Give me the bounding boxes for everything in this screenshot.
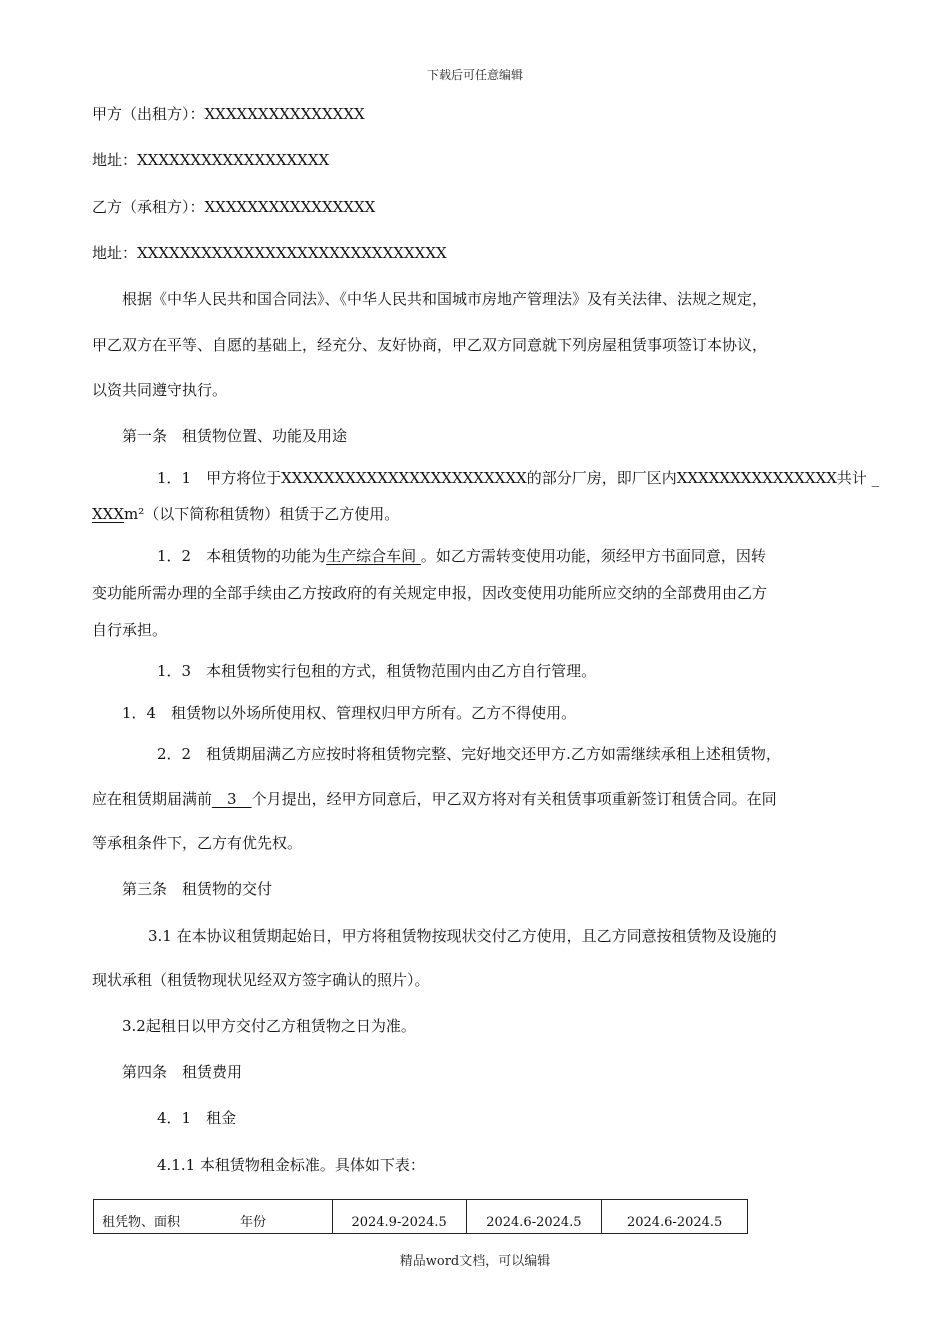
article-3-title: 第三条 租赁物的交付 bbox=[122, 880, 273, 898]
preamble-line-3: 以资共同遵守执行。 bbox=[92, 381, 228, 399]
rent-table-period-2: 2024.6-2024.5 bbox=[466, 1200, 602, 1234]
clause-1-2-prefix: 1．2 本租赁物的功能为 bbox=[157, 547, 327, 565]
clause-2-2-prefix: 应在租赁期届满前 bbox=[92, 790, 213, 808]
clause-1-2-line-2: 变功能所需办理的全部手续由乙方按政府的有关规定申报，因改变使用功能所应交纳的全部费用由乙方 bbox=[92, 584, 768, 602]
rent-table-header-cell bbox=[94, 1200, 333, 1234]
preamble-line-2: 甲乙双方在平等、自愿的基础上，经充分、友好协商，甲乙双方同意就下列房屋租赁事项签订本协议， bbox=[92, 336, 768, 354]
lessee-address-line: 地址：XXXXXXXXXXXXXXXXXXXXXXXXXXXXX bbox=[92, 244, 447, 262]
clause-4-1-1: 4.1.1 本租赁物租金标准。具体如下表： bbox=[157, 1156, 425, 1174]
rent-table-header-row bbox=[94, 1200, 748, 1234]
clause-1-4: 1．4 租赁物以外场所使用权、管理权归甲方所有。乙方不得使用。 bbox=[122, 704, 577, 722]
clause-2-2-line-1: 2．2 租赁期届满乙方应按时将租赁物完整、完好地交还甲方.乙方如需继续承租上述租赁物， bbox=[157, 745, 781, 763]
rent-table-year-label: 年份 bbox=[240, 1215, 267, 1230]
clause-1-1-line-2-text: m²（以下简称租赁物）租赁于乙方使用。 bbox=[124, 505, 400, 523]
clause-2-2-line-2 bbox=[92, 789, 777, 809]
area-value: XXX bbox=[92, 505, 125, 523]
article-4-title: 第四条 租赁费用 bbox=[122, 1063, 243, 1081]
clause-1-2-line-1 bbox=[157, 546, 766, 566]
clause-3-1-line-1: 3.1 在本协议租赁期起始日，甲方将租赁物按现状交付乙方使用，且乙方同意按租赁物及设施的 bbox=[148, 927, 777, 945]
clause-1-2-line-3: 自行承担。 bbox=[92, 621, 168, 639]
lessee-line: 乙方（承租方）：XXXXXXXXXXXXXXXX bbox=[92, 198, 376, 216]
clause-2-2-suffix: 个月提出，经甲方同意后，甲乙双方将对有关租赁事项重新签订租赁合同。在同 bbox=[251, 790, 777, 808]
rent-table-item-label: 租凭物、面积 bbox=[102, 1215, 181, 1230]
clause-4-1: 4．1 租金 bbox=[157, 1109, 237, 1127]
footer-note: 精品word文档，可以编辑 bbox=[399, 1254, 551, 1269]
header-note: 下载后可任意编辑 bbox=[426, 68, 523, 82]
clause-1-1-line-1: 1．1 甲方将位于XXXXXXXXXXXXXXXXXXXXXXX的部分厂房，即厂区内XXXXXXXXXXXXXXX共计 _ bbox=[157, 469, 880, 487]
clause-1-1-line-2 bbox=[92, 504, 399, 524]
lessor-line: 甲方（出租方）：XXXXXXXXXXXXXXX bbox=[92, 105, 365, 123]
clause-3-2: 3.2起租日以甲方交付乙方租赁物之日为准。 bbox=[122, 1017, 416, 1035]
clause-1-2-suffix: 。如乙方需转变使用功能，须经甲方书面同意，因转 bbox=[420, 547, 766, 565]
clause-1-3: 1．3 本租赁物实行包租的方式，租赁物范围内由乙方自行管理。 bbox=[157, 662, 597, 680]
months-value: 3 bbox=[212, 790, 252, 808]
clause-3-1-line-2: 现状承租（租赁物现状见经双方签字确认的照片）。 bbox=[92, 971, 430, 989]
preamble-line-1: 根据《中华人民共和国合同法》、《中华人民共和国城市房地产管理法》及有关法律、法规之规定， bbox=[122, 290, 768, 308]
rent-table bbox=[93, 1199, 748, 1234]
lessor-address-line: 地址：XXXXXXXXXXXXXXXXXX bbox=[92, 151, 330, 169]
rent-table-period-3: 2024.6-2024.5 bbox=[602, 1200, 748, 1234]
function-value: 生产综合车间 bbox=[326, 547, 421, 565]
clause-2-2-line-3: 等承租条件下，乙方有优先权。 bbox=[92, 834, 303, 852]
article-1-title: 第一条 租赁物位置、功能及用途 bbox=[122, 427, 348, 445]
rent-table-period-1: 2024.9-2024.5 bbox=[332, 1200, 466, 1234]
